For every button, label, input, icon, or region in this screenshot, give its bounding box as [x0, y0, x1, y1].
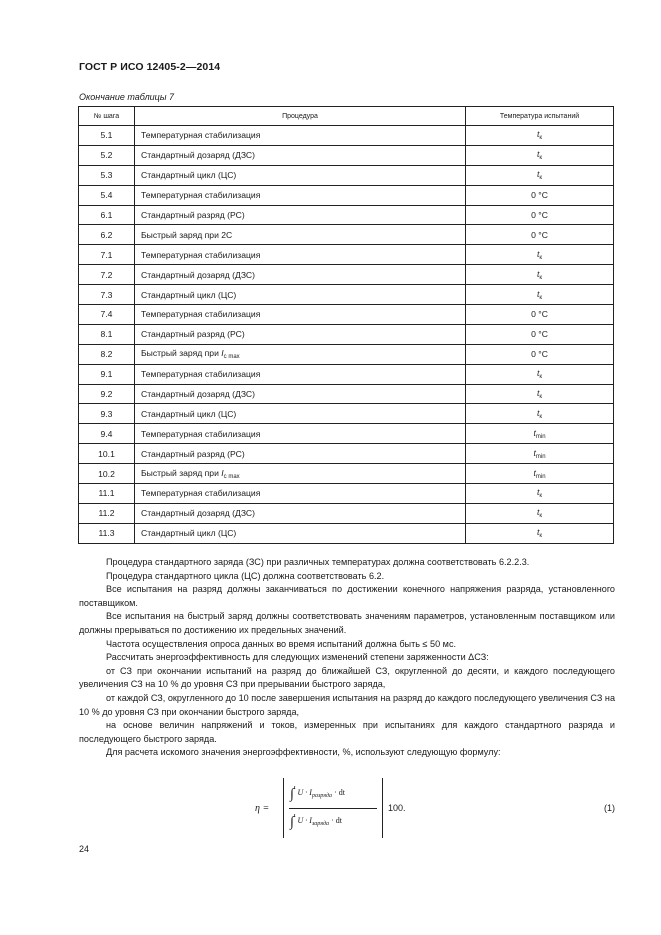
procedure-cell	[135, 126, 466, 146]
procedure-text: Стандартный цикл (ЦС)	[141, 289, 237, 300]
temperature-cell	[466, 464, 614, 484]
table-row	[79, 523, 614, 543]
step-number: 10.2	[79, 464, 135, 484]
table-row	[79, 165, 614, 185]
paragraph: Все испытания на быстрый заряд должны соответствовать значениям параметров, установленным поставщиком или должны прерываться по достижению их предельных значений.	[79, 611, 615, 635]
temperature-subscript: к	[539, 493, 542, 500]
numerator-dt: · dt	[334, 788, 345, 797]
fraction-bar	[289, 808, 377, 809]
temperature-subscript: к	[539, 374, 542, 381]
procedure-text: Стандартный дозаряд (ДЗС)	[141, 269, 256, 280]
temperature-cell	[466, 145, 614, 165]
procedure-cell	[135, 424, 466, 444]
procedure-text: Стандартный дозаряд (ДЗС)	[141, 150, 256, 161]
procedure-cell	[135, 484, 466, 504]
column-header-step: № шага	[79, 107, 135, 126]
table-row	[79, 205, 614, 225]
temperature-cell	[466, 364, 614, 384]
procedure-cell	[135, 324, 466, 344]
table-row	[79, 145, 614, 165]
paragraph: Процедура стандартного заряда (ЗС) при различных температурах должна соответствовать 6.2.2.3.	[106, 557, 530, 567]
step-number: 11.3	[79, 523, 135, 543]
temperature-subscript: min	[535, 453, 546, 460]
formula-denominator	[290, 814, 342, 831]
table-row	[79, 464, 614, 484]
procedure-cell	[135, 305, 466, 325]
table-row	[79, 444, 614, 464]
procedure-text: Температурная стабилизация	[141, 249, 261, 260]
step-number: 7.4	[79, 305, 135, 325]
denominator-expression: U · I	[297, 816, 312, 825]
paragraph: Для расчета искомого значения энергоэффективности, %, используют следующую формулу:	[106, 747, 501, 758]
table-header-row	[79, 107, 614, 126]
procedure-text: Температурная стабилизация	[141, 190, 261, 201]
procedure-cell	[135, 364, 466, 384]
temperature-subscript: к	[539, 274, 542, 281]
temperature-value: 0 °C	[531, 210, 548, 220]
temperature-value: t	[533, 427, 536, 438]
table-row	[79, 424, 614, 444]
temperature-value: t	[536, 388, 540, 399]
step-number: 5.2	[79, 145, 135, 165]
procedure-text: Стандартный разряд (РС)	[141, 329, 245, 340]
temperature-subscript: к	[539, 413, 542, 420]
temperature-cell	[466, 185, 614, 205]
step-number: 7.3	[79, 285, 135, 305]
temperature-cell	[466, 344, 614, 364]
table-row	[79, 185, 614, 205]
column-header-temperature: Температура испытаний	[466, 107, 614, 126]
table-row	[79, 484, 614, 504]
temperature-value: t	[536, 527, 540, 538]
paragraph: Частота осуществления опроса данных во время испытаний должна быть ≤ 50 мс.	[106, 638, 457, 649]
page-number: 24	[79, 844, 90, 854]
temperature-subscript: к	[539, 155, 542, 162]
denominator-subscript: заряда	[311, 821, 330, 827]
integral-symbol: ∫	[290, 787, 294, 802]
procedure-cell	[135, 205, 466, 225]
temperature-subscript: к	[539, 294, 542, 301]
step-number: 7.1	[79, 245, 135, 265]
step-number: 9.4	[79, 424, 135, 444]
temperature-cell	[466, 523, 614, 543]
paragraph: Все испытания на разряд должны заканчиваться по достижении конечного напряжения разряда, установленного поставщиком.	[79, 584, 615, 608]
column-header-procedure: Процедура	[135, 107, 466, 126]
temperature-subscript: к	[539, 135, 542, 142]
procedure-cell	[135, 285, 466, 305]
efficiency-formula	[255, 778, 615, 840]
test-steps-table	[78, 106, 614, 544]
paragraph: от каждой СЗ, округленного до 10 после завершения испытания на разряд до каждого последующего увеличения СЗ на 10 % до уровня СЗ при окончании быстрого заряда,	[79, 692, 615, 717]
procedure-cell	[135, 145, 466, 165]
temperature-cell	[466, 245, 614, 265]
temperature-subscript: к	[539, 254, 542, 261]
procedure-text: Стандартный цикл (ЦС)	[141, 170, 237, 181]
formula-numerator	[290, 786, 345, 803]
procedure-text: Стандартный дозаряд (ДЗС)	[141, 389, 256, 400]
step-number: 9.1	[79, 364, 135, 384]
table-row	[79, 245, 614, 265]
formula-eta: η =	[255, 803, 270, 814]
current-symbol: I	[221, 348, 224, 359]
step-number: 6.1	[79, 205, 135, 225]
step-number: 6.2	[79, 225, 135, 245]
procedure-text: Температурная стабилизация	[141, 369, 261, 380]
temperature-value: t	[536, 407, 540, 418]
temperature-cell	[466, 324, 614, 344]
temperature-value: 0 °C	[531, 309, 548, 320]
temperature-value: t	[536, 248, 540, 259]
equation-number: (1)	[604, 803, 615, 813]
temperature-value: t	[536, 507, 540, 518]
temperature-value: t	[536, 368, 540, 379]
paragraph: Процедура стандартного цикла (ЦС) должна соответствовать 6.2.	[106, 570, 385, 581]
temperature-cell	[466, 265, 614, 285]
table-row	[79, 265, 614, 285]
temperature-value: t	[536, 487, 540, 498]
temperature-subscript: к	[539, 513, 542, 520]
table-row	[79, 225, 614, 245]
temperature-value: t	[533, 447, 536, 458]
numerator-subscript: разряда	[311, 793, 333, 799]
step-number: 10.1	[79, 444, 135, 464]
step-number: 5.4	[79, 185, 135, 205]
temperature-value: t	[536, 268, 540, 279]
table-row	[79, 344, 614, 364]
temperature-cell	[466, 444, 614, 464]
temperature-value: t	[536, 149, 540, 160]
temperature-value: 0 °C	[531, 190, 548, 201]
temperature-cell	[466, 424, 614, 444]
procedure-text: Температурная стабилизация	[141, 309, 261, 320]
procedure-text: Температурная стабилизация	[141, 488, 261, 499]
temperature-value: t	[533, 467, 536, 478]
step-number: 8.1	[79, 324, 135, 344]
temperature-cell	[466, 503, 614, 523]
procedure-cell	[135, 444, 466, 464]
table-row	[79, 285, 614, 305]
temperature-cell	[466, 205, 614, 225]
temperature-cell	[466, 126, 614, 146]
step-number: 5.1	[79, 126, 135, 146]
temperature-cell	[466, 404, 614, 424]
temperature-cell	[466, 225, 614, 245]
procedure-cell	[135, 344, 466, 364]
temperature-cell	[466, 165, 614, 185]
table-row	[79, 324, 614, 344]
procedure-text: Стандартный разряд (РС)	[141, 448, 245, 459]
procedure-cell	[135, 523, 466, 543]
step-number: 8.2	[79, 344, 135, 364]
temperature-cell	[466, 384, 614, 404]
procedure-text: Быстрый заряд при 2С	[141, 229, 233, 240]
temperature-subscript: min	[535, 473, 546, 480]
step-number: 7.2	[79, 265, 135, 285]
procedure-cell	[135, 225, 466, 245]
procedure-subscript: c max	[223, 354, 240, 361]
temperature-value: 0 °C	[531, 349, 548, 360]
procedure-cell	[135, 404, 466, 424]
temperature-value: 0 °C	[531, 229, 548, 240]
procedure-text: Быстрый заряд при	[141, 348, 222, 359]
body-text	[79, 556, 615, 760]
procedure-text: Температурная стабилизация	[141, 428, 261, 439]
procedure-cell	[135, 165, 466, 185]
procedure-cell	[135, 503, 466, 523]
temperature-subscript: к	[539, 175, 542, 182]
paragraph: на основе величин напряжений и токов, измеренных при испытаниях для каждого стандартного разряда и последующего быстрого заряда.	[79, 720, 615, 744]
procedure-text: Стандартный цикл (ЦС)	[141, 408, 237, 419]
document-header: ГОСТ Р ИСО 12405-2—2014	[79, 61, 221, 73]
step-number: 9.2	[79, 384, 135, 404]
procedure-cell	[135, 185, 466, 205]
formula-absolute-value	[283, 778, 383, 838]
table-caption: Окончание таблицы 7	[79, 92, 174, 102]
numerator-expression: U · I	[297, 788, 312, 797]
temperature-value: t	[536, 288, 540, 299]
procedure-text: Стандартный цикл (ЦС)	[141, 528, 237, 539]
procedure-cell	[135, 265, 466, 285]
table-row	[79, 305, 614, 325]
step-number: 11.1	[79, 484, 135, 504]
denominator-dt: · dt	[331, 816, 342, 825]
temperature-cell	[466, 484, 614, 504]
table-row	[79, 404, 614, 424]
temperature-subscript: min	[535, 433, 546, 440]
step-number: 9.3	[79, 404, 135, 424]
paragraph: от СЗ при окончании испытаний на разряд до ближайшей СЗ, округленной до десяти, и каждого последующего увеличения СЗ на 10 % до уровня СЗ при прерывании быстрого заряда,	[79, 665, 615, 690]
procedure-subscript: c max	[223, 473, 240, 480]
table-row	[79, 503, 614, 523]
current-symbol: I	[221, 467, 224, 478]
table-row	[79, 384, 614, 404]
temperature-value: t	[536, 129, 540, 140]
procedure-text: Стандартный разряд (РС)	[141, 210, 245, 220]
temperature-subscript: к	[539, 394, 542, 401]
procedure-cell	[135, 245, 466, 265]
temperature-cell	[466, 285, 614, 305]
integral-symbol: ∫	[290, 815, 294, 830]
procedure-cell	[135, 384, 466, 404]
temperature-value: t	[536, 169, 540, 180]
temperature-subscript: к	[539, 533, 542, 540]
integral-limits: t	[293, 814, 296, 819]
paragraph: Рассчитать энергоэффективность для следующих изменений степени заряженности ΔСЗ:	[106, 652, 489, 663]
formula-multiplier: 100.	[388, 803, 406, 813]
table-row	[79, 364, 614, 384]
procedure-text: Стандартный дозаряд (ДЗС)	[141, 508, 256, 519]
step-number: 5.3	[79, 165, 135, 185]
procedure-text: Температурная стабилизация	[141, 130, 261, 141]
table-row	[79, 126, 614, 146]
procedure-cell	[135, 464, 466, 484]
integral-limits: t	[293, 786, 296, 791]
step-number: 11.2	[79, 503, 135, 523]
procedure-text: Быстрый заряд при	[141, 467, 222, 478]
temperature-value: 0 °C	[531, 329, 548, 340]
temperature-cell	[466, 305, 614, 325]
